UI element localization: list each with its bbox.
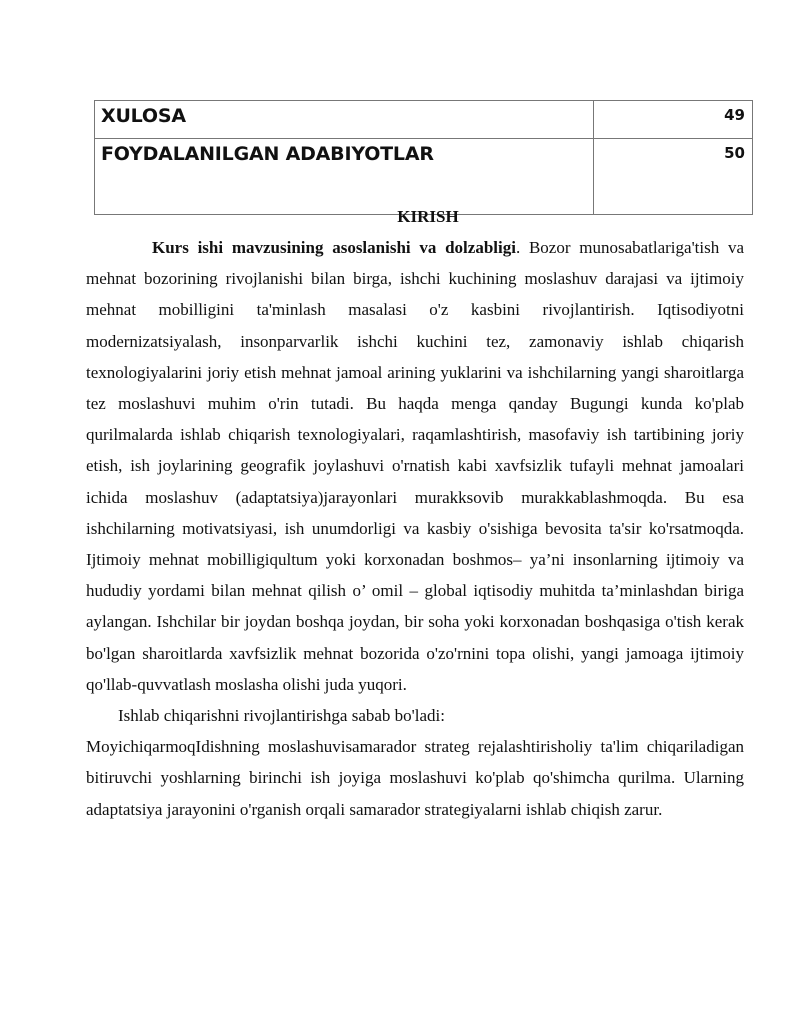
paragraph-text: MoyichiqarmoqIdishning moslashuvisamarador strateg rejalashtirisholiy ta'lim chiqariladigan bitiruvchi yoshlarning birinchi ish joyiga moslashuvi ko'plab qo'shimcha qurilma. Ularning adaptatsiya jarayonini o'rganish orqali samarador strategiyalarni ishlab chiqish zarur.	[86, 737, 744, 819]
toc-page-number: 50	[594, 139, 753, 215]
lead-phrase: Kurs ishi mavzusining asoslanishi va dolzabligi	[152, 238, 516, 257]
body-text	[86, 232, 744, 825]
toc-row	[95, 139, 753, 215]
toc-title: XULOSA	[95, 101, 594, 139]
toc-page-number: 49	[594, 101, 753, 139]
paragraph-text: . Bozor munosabatlariga'tish va mehnat bozorining rivojlanishi bilan birga, ishchi kuchining moslashuv darajasi va ijtimoiy mehnat mobilligini ta'minlash masalasi o'z kasbini rivojlantirish. Iqtisodiyotni modernizatsiyalash, insonparvarlik ishchi kuchini tez, zamonaviy ishlab chiqarish texnologiyalarini joriy etish mehnat jamoal arining yuklarini va ishchilarning yangi sharoitlarga tez moslashuvi muhim o'rin tutadi. Bu haqda menga qanday Bugungi kunda ko'plab qurilmalarda ishlab chiqarish texnologiyalari, raqamlashtirish, masofaviy ish tartibining joriy etish, ish joylarining geografik joylashuvi o'rnatish kabi xavfsizlik tufayli mehnat jamoalari ichida moslashuv (adaptatsiya)jarayonlari murakksovib murakkablashmoqda. Bu esa ishchilarning motivatsiyasi, ish unumdorligi va kasbiy o'sishiga bevosita ta'sir ko'rsatmoqda. Ijtimoiy mehnat mobilligiqultum yoki korxonadan boshmos– ya’ni insonlarning ijtimoiy va hududiy yordami bilan mehnat qilish o’ omil – global iqtisodiy muhitda ta’minlashdan biriga aylangan. Ishchilar bir joydan boshqa joydan, bir soha yoki korxonadan boshqasiga o'tish kerak bo'lgan sharoitlarda xavfsizlik mehnat bozorida o'zo'rnini topa olishi, yangi jamoaga ijtimoiy qo'llab-quvvatlash moslasha olishi juda yuqori.	[86, 238, 744, 694]
toc-title: FOYDALANILGAN ADABIYOTLAR	[95, 139, 594, 215]
section-heading: KIRISH	[397, 207, 459, 226]
table-of-contents	[94, 100, 753, 215]
toc-row	[95, 101, 753, 139]
paragraph-text: Ishlab chiqarishni rivojlantirishga sabab bo'ladi:	[118, 706, 445, 726]
paragraph-intro	[86, 232, 744, 700]
